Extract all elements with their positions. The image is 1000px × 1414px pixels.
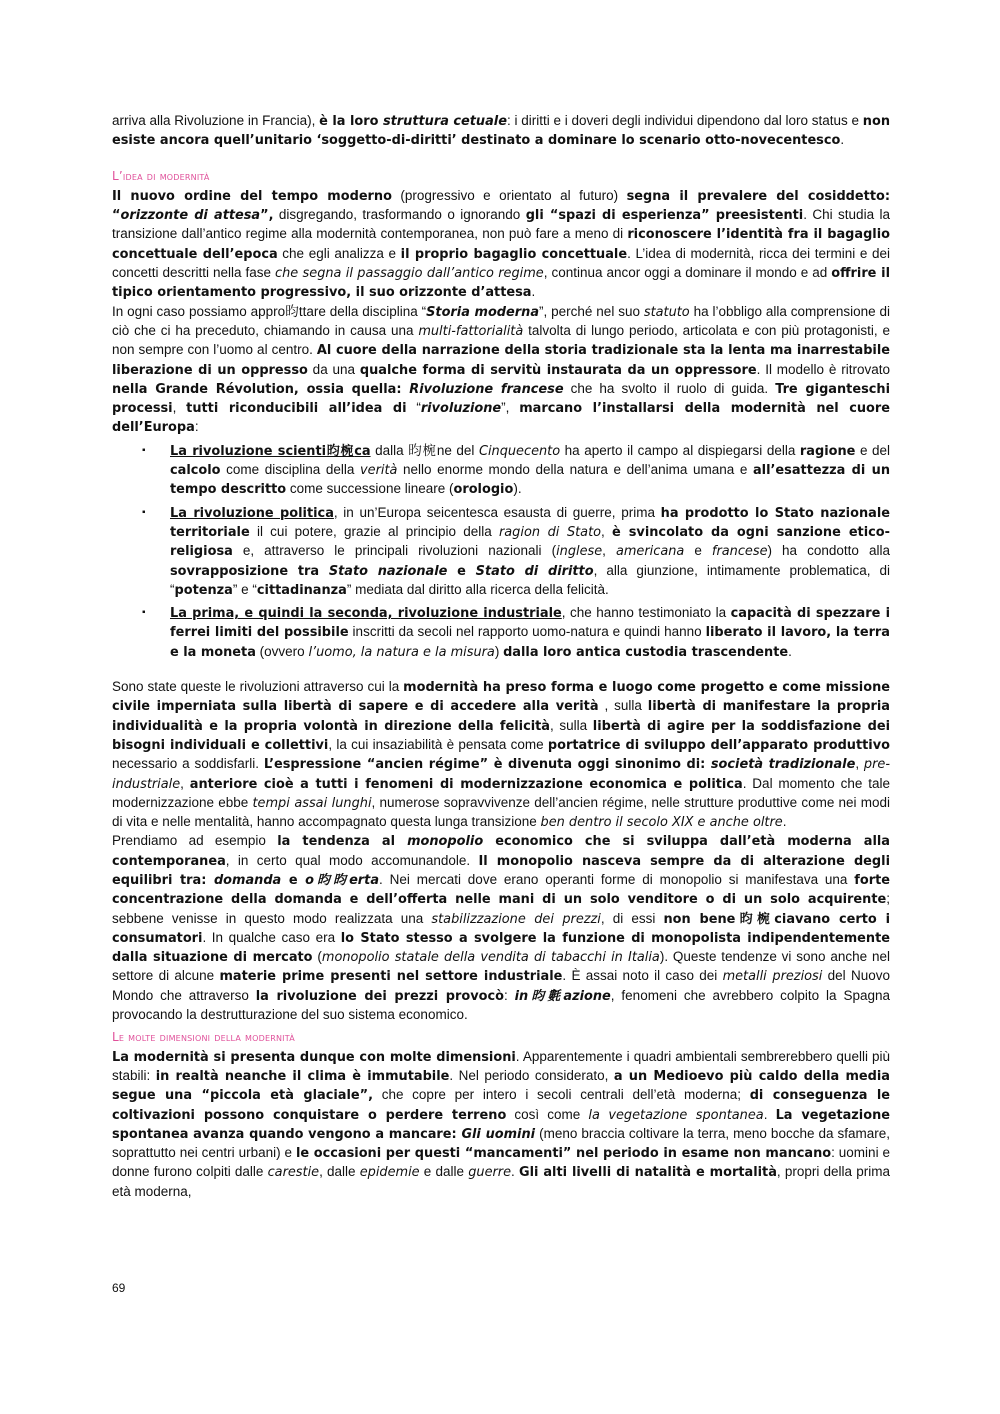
text-run: La rivoluzione politica [170,505,334,521]
text-run: , sulla [550,717,593,733]
text-run: e [281,872,306,888]
text-run: epidemie [359,1165,420,1181]
text-run: all’esattezza di un tempo descritto [170,463,890,498]
text-run: ben dentro il secolo XIX e anche oltre [540,815,783,831]
list-item [142,504,891,600]
text-run: dalla loro antica custodia trascendente [503,644,789,660]
text-run: ca [354,443,371,459]
text-run: Il nuovo ordine del tempo moderno [112,188,392,204]
text-run: . Dal momento che tale modernizzazione ebbe [112,775,890,810]
text-run: ” mediata dal diritto alla ricerca della felicità. [346,581,609,597]
text-run: . Apparentemente i quadri ambientali sembrerebbero quelli più stabili: [112,1048,890,1083]
text-run: tempi assai lunghi [252,795,372,811]
text-run: ) ha condotto alla [767,543,890,559]
text-run: Gli alti livelli di natalità e mortalità [518,1165,777,1181]
text-run: ha prodotto lo Stato nazionale territoriale [170,505,890,540]
text-run: (meno braccia coltivare la terra, meno bocche da sfamare, soprattutto nei centri urbani) e [112,1125,890,1161]
text-run: Al cuore della narrazione della storia tradizionale sta la lenta ma inarrestabile liberazione di un oppresso [112,343,891,378]
text-run: che egli analizza e [277,245,401,261]
text-run: , numerose sopravvivenze dell’ancien régime, nelle strutture produttive come nei modi di vita e nelle mentalità, hanno accompagnato questa lunga transizione [112,794,890,830]
text-run: a un Medioevo più caldo della media segue una “piccola età glaciale”, [112,1068,890,1104]
text-run: . [840,132,845,148]
text-run: pre-industriale [112,757,890,792]
text-run: del Nuovo Mondo che attraverso [112,968,890,1003]
text-run: come disciplina della [220,462,361,478]
text-run: 昀昀 [314,872,350,888]
paragraph-3 [112,303,890,438]
text-run: ). [513,481,522,497]
text-run: Stato di diritto [475,563,594,579]
text-run: società tradizionale [710,757,856,773]
text-run: calcolo [170,463,221,479]
text-run: e [447,563,476,579]
text-run: , in certo qual modo accomunandole. [225,852,479,868]
text-run: è svincolato da ogni sanzione etico-religiosa [170,524,890,560]
list-item-text [170,505,890,597]
text-run: , sulla [598,698,648,714]
text-run: , fenomeni che avrebbero colpito la Spagna provocando la destrutturazione del suo sistema economico. [112,987,890,1023]
section-heading-molte-dimensioni: Le molte dimensioni della modernità [112,1030,295,1045]
text-run: , che hanno testimoniato la [561,605,731,621]
text-run: ragion di Stato [498,524,602,540]
text-run: Il monopolio nasceva sempre da di alterazione degli equilibri tra: [112,853,890,888]
revolutions-list [112,442,890,662]
text-run: è la loro [319,114,383,129]
text-run: , di essi [600,910,664,926]
text-run: Prendiamo ad esempio [112,833,278,849]
text-run: la vegetazione spontanea [588,1107,764,1123]
text-run: e, attraverso le principali rivoluzioni nazionali ( [232,543,557,559]
text-run: potenza [174,582,233,598]
text-run: 昀 [285,303,299,319]
text-run: Gli uomini [461,1126,536,1142]
text-run: inglese [556,544,603,560]
bullet-icon: ▪ [142,444,146,456]
text-run: ne del [436,442,479,458]
text-run: ). Queste tendenze vi sono anche nel settore di alcune [112,949,890,984]
text-run: : i diritti e i doveri degli individui dipendono dal loro status e [506,113,863,128]
text-run: . [531,284,536,300]
text-run: nella Grande Révolution, ossia quella: [112,381,410,397]
text-run: . Nel periodo considerato, [449,1067,614,1083]
text-run: In ogni caso possiamo appro [112,303,286,319]
text-run: libertà di agire per la soddisfazione dei bisogni individuali e collettivi [112,718,890,753]
text-run: necessario a soddisfarli. [112,756,264,772]
text-run: offrire il tipico orientamento progressivo, il suo orizzonte d’attesa [112,266,890,301]
text-run: : [194,419,199,435]
text-run: . [511,1164,519,1180]
text-run: (ovvero [255,643,309,659]
text-run: ciavano certo i consumatori [112,911,891,946]
text-run: ttare della disciplina “ [298,303,427,319]
text-run: , [855,756,864,772]
text-run: ”, perché nel suo [539,303,644,319]
text-run: dalla [370,442,409,458]
bullet-icon: ▪ [142,607,146,619]
text-run: non bene [663,911,736,927]
text-run: che ha svolto il ruolo di guida. [563,380,776,396]
text-run: La modernità si presenta dunque con molte dimensioni [112,1049,516,1065]
list-item [142,442,891,500]
text-run: ” e “ [232,581,257,597]
text-run: marcano l’installarsi della modernità nel cuore dell’Europa [112,401,891,436]
text-run: 昀氀 [528,988,564,1004]
list-item [142,604,890,662]
text-run: : [503,987,515,1003]
paragraph-1 [112,112,890,151]
text-run: rivoluzione [420,401,502,417]
text-run: Stato nazionale [328,563,448,579]
text-run: sovrapposizione tra [170,563,329,579]
text-run: stabilizzazione dei prezzi [431,911,601,927]
text-run: . Il modello è ritrovato [756,361,890,377]
text-run: , [172,400,187,416]
list-item-text [170,443,890,497]
text-run: o [305,872,315,888]
text-run: il proprio bagaglio concettuale [400,246,628,262]
text-run: di conseguenza le coltivazioni possono conquistare o perdere terreno [112,1088,891,1123]
text-run: talvolta di lungo periodo, articolata e con più protagonisti, e non sempre con l’uomo al centro. [112,322,890,358]
text-run: guerre [468,1165,512,1181]
text-run: cittadinanza [256,582,347,598]
text-run: 昀椀 [735,911,775,927]
paragraph-4 [112,678,890,832]
text-run: , [601,523,613,539]
text-run: capacità di spezzare i ferrei limiti del possibile [170,606,890,641]
text-run: e del [855,442,891,458]
text-run: la tendenza al [277,834,408,850]
paragraph-5 [112,832,890,1024]
text-run: nello enorme mondo della natura e dell’anima umana e [397,462,753,478]
text-run: domanda [213,872,282,888]
paragraph-2 [112,187,890,303]
text-run: in realtà neanche il clima è immutabile [155,1068,450,1084]
text-run: ha aperto il campo al dispiegarsi della [560,442,800,458]
text-run: da una [307,361,360,377]
text-run: , [602,543,616,559]
text-run: anteriore cioè a tutti i fenomeni di modernizzazione economica e politica [189,776,743,792]
text-run: La prima, e quindi la seconda, rivoluzione industriale [170,606,562,622]
text-run: Sono state queste le rivoluzioni attraverso cui la [112,679,404,695]
text-run: carestie [267,1165,320,1181]
text-run: . [782,814,787,830]
text-run: segna il prevalere del cosiddetto: “ [112,188,890,224]
text-run: ”, [501,400,520,416]
text-run: orologio [453,482,514,498]
text-run: così come [506,1106,589,1122]
text-run: che segna il passaggio dall’antico regime [275,266,544,282]
text-run: , la cui insaziabilità è pensata come [328,736,548,752]
text-run: struttura cetuale [382,114,507,129]
page-body [112,112,890,1201]
text-run: , alla giunzione, intimamente problematica, di “ [170,562,891,597]
text-run: La rivoluzione scienti [170,443,327,459]
text-run: americana [615,544,685,560]
text-run: qualche forma di servitù instaurata da un oppressore [359,362,757,378]
text-run: Tre giganteschi processi [112,381,890,417]
text-run: Cinquecento [478,443,561,459]
text-run: monopolio [407,834,484,850]
text-run: il cui potere, grazie al principio della [249,523,499,539]
bullet-icon: ▪ [142,506,146,518]
text-run: . È assai noto il caso dei [562,968,723,984]
text-run: Rivoluzione francese [409,381,564,397]
text-run: monopolio statale della vendita di tabacchi in Italia [321,950,660,966]
text-run: portatrice di sviluppo dell’apparato produttivo [547,737,890,753]
text-run: ha l’obbligo alla comprensione di ciò che ci ha preceduto, chiamando in causa una [112,303,890,338]
text-run: tutti riconducibili all’idea di [186,401,407,417]
text-run: 昀椀 [326,443,355,459]
section-heading-idea-modernita: L’idea di modernità [112,168,210,183]
page-number: 69 [112,1281,126,1295]
text-run: multi-fattorialità [418,323,524,339]
text-run: L’espressione “ancien régime” è divenuta oggi sinonimo di: [263,757,711,773]
text-run: economico che si sviluppa dall’età moderna alla contemporanea [112,834,891,869]
text-run: inscritti da secoli nel rapporto uomo-natura e quindi hanno [348,624,706,640]
text-run: , continua ancor oggi a dominare il mondo e ad [543,265,832,281]
text-run: che copre per intero i secoli centrali dell’età moderna; [373,1087,750,1103]
text-run: (progressivo e orientato al futuro) [391,187,627,203]
text-run: l’uomo, la natura e la misura [308,644,495,660]
text-run: . Nei mercati dove erano operanti forme di monopolio si manifestava una [379,871,855,887]
text-run: libertà di manifestare la propria individualità e la propria volontà in direzione della felicità [112,699,891,734]
text-run: azione [563,988,611,1004]
text-run: . Chi studia la transizione dall’antico regime alla modernità contemporanea, non può fare a meno di [112,207,890,242]
text-run: le occasioni per questi “mancamenti” nel periodo in esame non mancano [295,1146,832,1162]
text-run: francese [711,544,768,560]
text-run: 昀椀 [408,442,437,458]
text-run: . L’idea di modernità, ricca dei termini e dei concetti descritti nella fase [112,245,891,281]
text-run: La vegetazione spontanea avanza quando vengono a mancare: [112,1107,890,1142]
text-run: gli “spazi di esperienza” preesistenti [525,208,804,224]
text-run: ; sebbene venisse in questo modo realizzata una [112,891,890,926]
text-run: riconoscere l’identità fra il bagaglio concettuale dell’epoca [112,227,890,262]
text-run: e [684,543,712,559]
text-run: Storia moderna [426,304,540,320]
text-run: ”, [260,208,274,224]
text-run: verità [360,463,398,479]
text-run: liberato il lavoro, la terra e la moneta [170,625,890,660]
text-run: , in un’Europa seicentesca esausta di guerre, prima [333,504,661,520]
text-run: arriva alla Rivoluzione in Francia), [112,113,320,128]
text-run: modernità ha preso forma e luogo come progetto e come missione civile imperniata sulla libertà di sapere e di accedere alla verità [112,680,890,715]
text-run: . [763,1106,776,1122]
text-run: , dalle [319,1164,360,1180]
text-run: la rivoluzione dei prezzi provocò [255,988,504,1004]
text-run: erta [349,872,380,888]
text-run: , [180,775,190,791]
text-run: lo Stato stesso a svolgere la funzione di monopolista indipendentemente dalla situazione di mercato [112,930,890,966]
text-run: ragione [799,443,856,459]
text-run: forte concentrazione della domanda e dell’offerta nelle mani di un solo venditore o di un solo acquirente [112,872,891,908]
text-run: disgregando, trasformando o ignorando [273,207,526,223]
text-run: come successione lineare ( [286,481,454,497]
text-run: materie prime presenti nel settore industriale [219,969,563,985]
text-run: “ [406,400,421,416]
text-run: : uomini e donne furono colpiti dalle [112,1145,890,1180]
text-run: non esiste ancora quell’unitario ‘soggetto-di-diritti’ destinato a dominare lo scenario otto-novecentesco [112,114,891,149]
text-run: statuto [643,304,690,320]
text-run: orizzonte di attesa [120,208,261,224]
text-run: ( [312,949,322,965]
text-run: ) [494,643,504,659]
text-run: e dalle [419,1164,469,1180]
text-run: metalli preziosi [722,969,823,985]
text-run: . In qualche caso era [202,929,341,945]
text-run: in [514,988,529,1004]
text-run: . [788,643,792,659]
list-item-text [170,605,890,659]
text-run: , propri della prima età moderna, [112,1164,890,1199]
paragraph-6 [112,1048,890,1201]
